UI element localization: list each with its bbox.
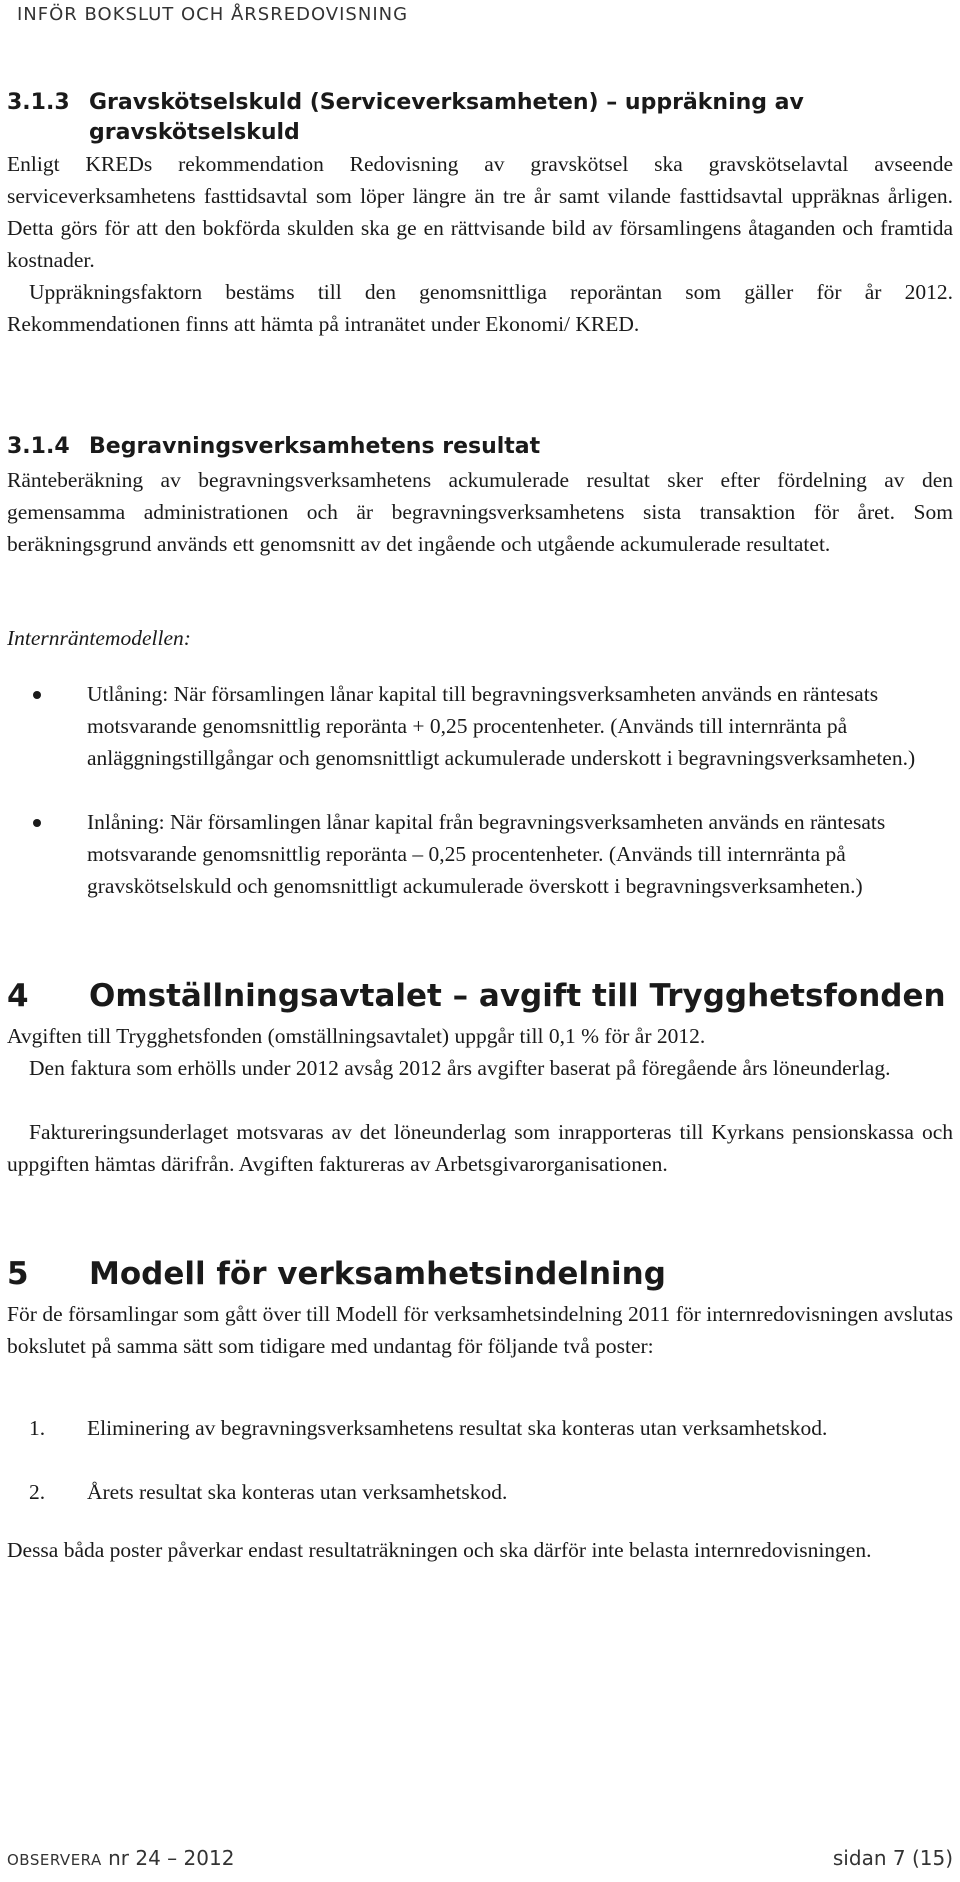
section-title: Omställningsavtalet – avgift till Trygghetsfonden — [89, 978, 946, 1014]
section-title: Begravningsverksamhetens resultat — [89, 434, 541, 459]
page-number: 7 (15) — [892, 1846, 953, 1870]
section-4-heading — [7, 976, 953, 1016]
bullet-icon — [33, 691, 41, 699]
section-number: 5 — [7, 1256, 29, 1292]
model-label: Internräntemodellen: — [7, 626, 191, 650]
numbered-item — [7, 1476, 953, 1508]
item-number: 1. — [29, 1416, 46, 1440]
bullet-item — [7, 678, 953, 806]
publication-name: OBSERVERA — [7, 1851, 102, 1869]
section-number: 3.1.4 — [7, 434, 70, 459]
bullet-item — [7, 806, 953, 934]
section-3-1-3-heading — [7, 88, 953, 148]
paragraph: Enligt KREDs rekommendation Redovisning av gravskötsel ska gravskötselavtal avseende serviceverksamhetens fasttidsavtal som löper längre än tre år samt vilande fasttidsavtal uppräknas årligen. Detta görs för att den bokförda skulden ska ge en rättvisande bild av församlingens åtaganden och framtida kostnader. — [7, 152, 953, 272]
running-header: INFÖR BOKSLUT OCH ÅRSREDOVISNING — [17, 4, 409, 25]
page-footer — [7, 1846, 953, 1874]
item-text: Årets resultat ska konteras utan verksamhetskod. — [87, 1480, 508, 1504]
footer-publication — [7, 1846, 234, 1870]
section-title: Modell för verksamhetsindelning — [89, 1256, 666, 1292]
bullet-text: Utlåning: När församlingen lånar kapital till begravningsverksamheten används en räntesats motsvarande genomsnittlig reporänta + 0,25 procentenheter. (Används till internränta på anläggningstillgångar och genomsnittligt ackumulerade underskott i begravningsverksamheten.) — [87, 682, 916, 770]
page-label: sidan — [832, 1846, 887, 1870]
numbered-item — [7, 1412, 953, 1476]
item-number: 2. — [29, 1480, 46, 1504]
bullet-text: Inlåning: När församlingen lånar kapital från begravningsverksamheten används en räntesats motsvarande genomsnittlig reporänta – 0,25 procentenheter. (Används till internränta på gravskötselskuld och genomsnittligt ackumulerade överskott i begravningsverksamheten.) — [87, 810, 886, 898]
item-text: Eliminering av begravningsverksamhetens resultat ska konteras utan verksamhetskod. — [87, 1416, 828, 1440]
section-number: 4 — [7, 978, 29, 1014]
section-title: Gravskötselskuld (Serviceverksamheten) – uppräkning av gravskötselskuld — [89, 90, 804, 145]
section-number: 3.1.3 — [7, 90, 70, 115]
paragraph: Dessa båda poster påverkar endast resultaträkningen och ska därför inte belasta internredovisningen. — [7, 1538, 872, 1562]
paragraph: Den faktura som erhölls under 2012 avsåg 2012 års avgifter baserat på föregående års löneunderlag. — [29, 1056, 891, 1080]
section-5-heading — [7, 1254, 953, 1294]
footer-page — [833, 1846, 953, 1870]
paragraph: Avgiften till Trygghetsfonden (omställningsavtalet) uppgår till 0,1 % för år 2012. — [7, 1024, 706, 1048]
section-3-1-4-heading — [7, 432, 953, 462]
paragraph: Ränteberäkning av begravningsverksamhetens ackumulerade resultat sker efter fördelning av den gemensamma administrationen och är begravningsverksamhetens sista transaktion för året. Som beräkningsgrund används ett genomsnitt av det ingående och utgående ackumulerade resultatet. — [7, 468, 953, 556]
paragraph: Faktureringsunderlaget motsvaras av det löneunderlag som inrapporteras till Kyrkans pensionskassa och uppgiften hämtas därifrån. Avgiften faktureras av Arbetsgivarorganisationen. — [7, 1120, 953, 1176]
paragraph: Uppräkningsfaktorn bestäms till den genomsnittliga reporäntan som gäller för år 2012. Rekommendationen finns att hämta på intranätet under Ekonomi/ KRED. — [7, 280, 953, 336]
bullet-icon — [33, 819, 41, 827]
issue-number: nr 24 – 2012 — [108, 1846, 235, 1870]
paragraph: För de församlingar som gått över till Modell för verksamhetsindelning 2011 för internredovisningen avslutas bokslutet på samma sätt som tidigare med undantag för följande två poster: — [7, 1302, 953, 1358]
